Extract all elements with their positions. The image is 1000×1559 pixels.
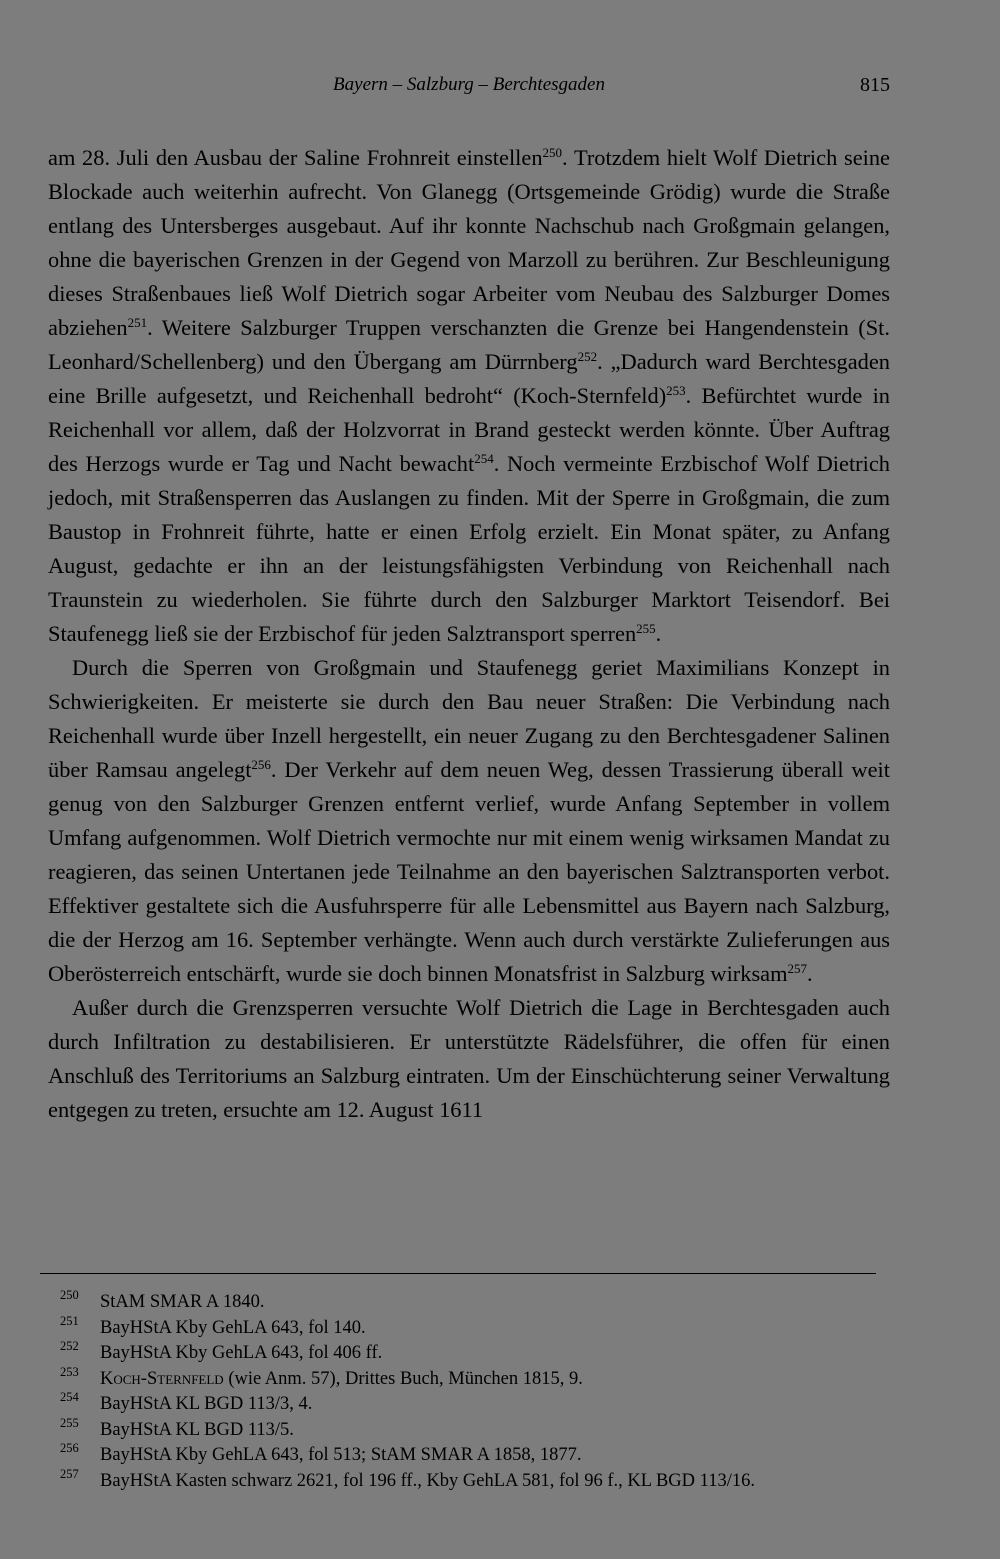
footnote-text bbox=[100, 1392, 312, 1417]
footnote-marker[interactable]: 256 bbox=[251, 757, 271, 772]
footnote-257 bbox=[60, 1466, 890, 1495]
text-run: BayHStA Kby GehLA 643, fol 406 ff. bbox=[100, 1343, 383, 1363]
text-run: . Trotzdem hielt Wolf Dietrich seine Blockade auch weiterhin aufrecht. Von Glanegg (Ortsgemeinde Grödig) wurde die Straße entlang des Untersberges ausgebaut. Auf ihr konnte Nachschub nach Großgmain gelangen, ohne die bayerischen Grenzen in der Gegend von Marzoll zu berühren. Zur Beschleunigung dieses Straßenbaues ließ Wolf Dietrich sogar Arbeiter vom Neubau des Salzburger Domes abziehen bbox=[48, 145, 890, 340]
main-text bbox=[48, 141, 890, 1127]
footnote-number: 255 bbox=[60, 1415, 79, 1430]
footnote-number: 257 bbox=[60, 1466, 79, 1481]
footnote-number: 256 bbox=[60, 1441, 79, 1455]
text-run: . Weitere Salzburger Truppen verschanzten die Grenze bei Hangendenstein (St. Leonhard/Schellenberg) und den Übergang am Dürrnberg bbox=[48, 315, 890, 374]
text-run: Außer durch die Grenzsperren versuchte Wolf Dietrich die Lage in Berchtesgaden auch durch Infiltration zu destabilisieren. Er unterstützte Rädelsführer, die offen für einen Anschluß des Territoriums an Salzburg eintraten. Um der Einschüchterung seiner Verwaltung entgegen zu treten, ersuchte am 12. August 1611 bbox=[48, 995, 890, 1122]
text-run: BayHStA Kasten schwarz 2621, fol 196 ff., Kby GehLA 581, fol 96 f., KL BGD 113/16. bbox=[100, 1470, 755, 1491]
text-run: . bbox=[807, 961, 813, 986]
footnote-251 bbox=[60, 1313, 890, 1342]
text-run: . bbox=[655, 621, 662, 646]
footnote-254 bbox=[60, 1392, 890, 1418]
footnote-marker[interactable]: 251 bbox=[127, 315, 148, 330]
footnote-number: 251 bbox=[60, 1313, 79, 1328]
page-header bbox=[48, 74, 890, 106]
text-run: BayHStA KL BGD 113/5. bbox=[100, 1419, 294, 1440]
footnote-text bbox=[100, 1341, 382, 1366]
footnote-252 bbox=[60, 1341, 890, 1367]
footnote-255 bbox=[60, 1415, 890, 1444]
footnote-marker[interactable]: 252 bbox=[577, 349, 598, 364]
footnote-text bbox=[100, 1290, 265, 1315]
page-number: 815 bbox=[860, 74, 890, 96]
footnote-number: 252 bbox=[60, 1339, 79, 1353]
footnote-marker[interactable]: 257 bbox=[787, 961, 808, 976]
text-run: . Noch vermeinte Erzbischof Wolf Dietrich jedoch, mit Straßensperren das Auslangen zu finden. Mit der Sperre in Großgmain, die zum Baustop in Frohnreit führte, hatte er einen Erfolg erzielt. Ein Monat später, zu Anfang August, gedachte er ihn an der leistungsfähigsten Verbindung von Reichenhall nach Traunstein zu wiederholen. Sie führte durch den Salzburger Marktort Teisendorf. Bei Staufenegg ließ sie der Erzbischof für jeden Salztransport sperren bbox=[48, 451, 890, 646]
paragraph bbox=[48, 141, 890, 651]
paragraph bbox=[48, 651, 890, 991]
footnote-256 bbox=[60, 1443, 890, 1469]
footnote-marker[interactable]: 255 bbox=[636, 621, 656, 636]
text-run: BayHStA Kby GehLA 643, fol 140. bbox=[100, 1317, 366, 1338]
footnote-text bbox=[100, 1316, 366, 1341]
text-run: . Befürchtet wurde in Reichenhall vor allem, daß der Holzvorrat in Brand gesteckt werden könnte. Über Auftrag des Herzogs wurde er Tag und Nacht bewacht bbox=[48, 383, 890, 476]
footnote-marker[interactable]: 253 bbox=[666, 383, 686, 398]
author-name: Koch-Sternfeld bbox=[100, 1368, 224, 1389]
footnote-number: 254 bbox=[60, 1390, 79, 1404]
text-run: (wie Anm. 57), Drittes Buch, München 1815, 9. bbox=[223, 1368, 583, 1389]
footnote-text bbox=[100, 1418, 294, 1443]
paragraph bbox=[48, 991, 890, 1127]
footnote-number: 253 bbox=[60, 1364, 79, 1379]
footnote-rule bbox=[40, 1273, 876, 1274]
footnote-text bbox=[100, 1367, 583, 1392]
footnote-253 bbox=[60, 1364, 890, 1393]
text-run: Durch die Sperren von Großgmain und Staufenegg geriet Maximilians Konzept in Schwierigkeiten. Er meisterte sie durch den Bau neuer Straßen: Die Verbindung nach Reichenhall wurde über Inzell hergestellt, ein neuer Zugang zu den Berchtesgadener Salinen über Ramsau angelegt bbox=[48, 655, 890, 782]
footnote-marker[interactable]: 254 bbox=[474, 451, 494, 466]
footnote-marker[interactable]: 250 bbox=[542, 145, 563, 160]
footnote-number: 250 bbox=[60, 1288, 79, 1302]
footnote-text bbox=[100, 1469, 755, 1494]
footnotes bbox=[60, 1290, 890, 1494]
text-run: StAM SMAR A 1840. bbox=[100, 1292, 265, 1312]
text-run: BayHStA KL BGD 113/3, 4. bbox=[100, 1394, 313, 1414]
footnote-text bbox=[100, 1443, 582, 1468]
footnote-250 bbox=[60, 1290, 890, 1316]
text-run: BayHStA Kby GehLA 643, fol 513; StAM SMAR A 1858, 1877. bbox=[100, 1445, 582, 1465]
text-run: am 28. Juli den Ausbau der Saline Frohnreit einstellen bbox=[48, 145, 543, 170]
text-run: . „Dadurch ward Berchtesgaden eine Brille aufgesetzt, und Reichenhall bedroht“ (Koch-Sternfeld) bbox=[48, 349, 891, 408]
running-title: Bayern – Salzburg – Berchtesgaden bbox=[333, 74, 605, 95]
text-run: . Der Verkehr auf dem neuen Weg, dessen Trassierung überall weit genug von den Salzburger Grenzen entfernt verlief, wurde Anfang September in vollem Umfang aufgenommen. Wolf Dietrich vermochte nur mit einem wenig wirksamen Mandat zu reagieren, das seinen Untertanen jede Teilnahme an den bayerischen Salztransporten verbot. Effektiver gestaltete sich die Ausfuhrsperre für alle Lebensmittel aus Bayern nach Salzburg, die der Herzog am 16. September verhängte. Wenn auch durch verstärkte Zulieferungen aus Oberösterreich entschärft, wurde sie doch binnen Monatsfrist in Salzburg wirksam bbox=[48, 757, 890, 986]
